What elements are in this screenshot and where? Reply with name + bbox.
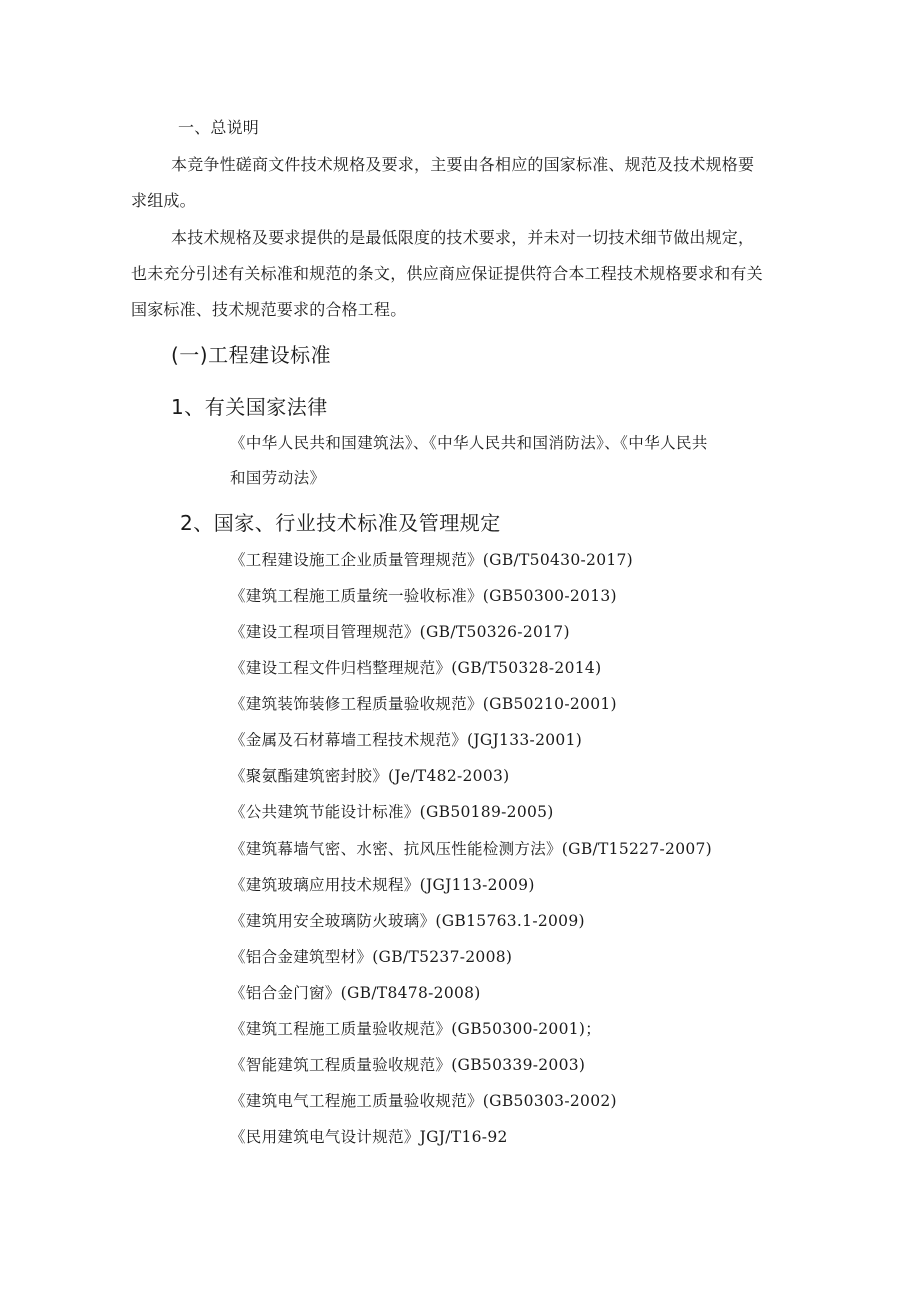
standard-item: 《公共建筑节能设计标准》(GB50189-2005) xyxy=(230,803,554,821)
intro-paragraph-2-line-1: 本技术规格及要求提供的是最低限度的技术要求，并未对一切技术细节做出规定， xyxy=(171,228,755,247)
standard-item: 《建筑工程施工质量验收规范》(GB50300-2001)； xyxy=(230,1020,602,1038)
intro-paragraph-2-line-2: 也未充分引述有关标准和规范的条文，供应商应保证提供符合本工程技术规格要求和有关 xyxy=(131,264,763,283)
standard-item: 《建设工程项目管理规范》(GB/T50326-2017) xyxy=(230,623,570,641)
standard-item: 《铝合金建筑型材》(GB/T5237-2008) xyxy=(230,948,513,966)
standard-item: 《工程建设施工企业质量管理规范》(GB/T50430-2017) xyxy=(230,551,634,569)
standard-item: 《建设工程文件归档整理规范》(GB/T50328-2014) xyxy=(230,659,602,677)
intro-paragraph-1-line-1: 本竞争性磋商文件技术规格及要求，主要由各相应的国家标准、规范及技术规格要 xyxy=(171,155,755,174)
laws-heading: 1、有关国家法律 xyxy=(171,395,328,419)
laws-line-2: 和国劳动法》 xyxy=(230,469,326,487)
intro-paragraph-2-line-3: 国家标准、技术规范要求的合格工程。 xyxy=(131,300,407,319)
standard-item: 《智能建筑工程质量验收规范》(GB50339-2003) xyxy=(230,1056,586,1074)
standard-item: 《聚氨酯建筑密封胶》(Je/T482-2003) xyxy=(230,767,510,785)
standard-item: 《建筑玻璃应用技术规程》(JGJ113-2009) xyxy=(230,876,535,894)
intro-paragraph-1-line-2: 求组成。 xyxy=(131,191,196,210)
standard-item: 《铝合金门窗》(GB/T8478-2008) xyxy=(230,984,481,1002)
standard-item: 《建筑幕墙气密、水密、抗风压性能检测方法》(GB/T15227-2007) xyxy=(230,840,713,858)
standard-item: 《金属及石材幕墙工程技术规范》(JGJ133-2001) xyxy=(230,731,583,749)
standards-heading: 2、国家、行业技术标准及管理规定 xyxy=(180,511,501,535)
standard-item: 《民用建筑电气设计规范》JGJ/T16-92 xyxy=(230,1128,508,1146)
standard-item: 《建筑用安全玻璃防火玻璃》(GB15763.1-2009) xyxy=(230,912,585,930)
laws-line-1: 《中华人民共和国建筑法》、《中华人民共和国消防法》、《中华人民共 xyxy=(230,434,708,452)
section-title: 一、总说明 xyxy=(178,118,260,137)
subsection-title: (一)工程建设标准 xyxy=(171,343,332,367)
standard-item: 《建筑工程施工质量统一验收标准》(GB50300-2013) xyxy=(230,587,617,605)
standard-item: 《建筑电气工程施工质量验收规范》(GB50303-2002) xyxy=(230,1092,617,1110)
standard-item: 《建筑装饰装修工程质量验收规范》(GB50210-2001) xyxy=(230,695,617,713)
